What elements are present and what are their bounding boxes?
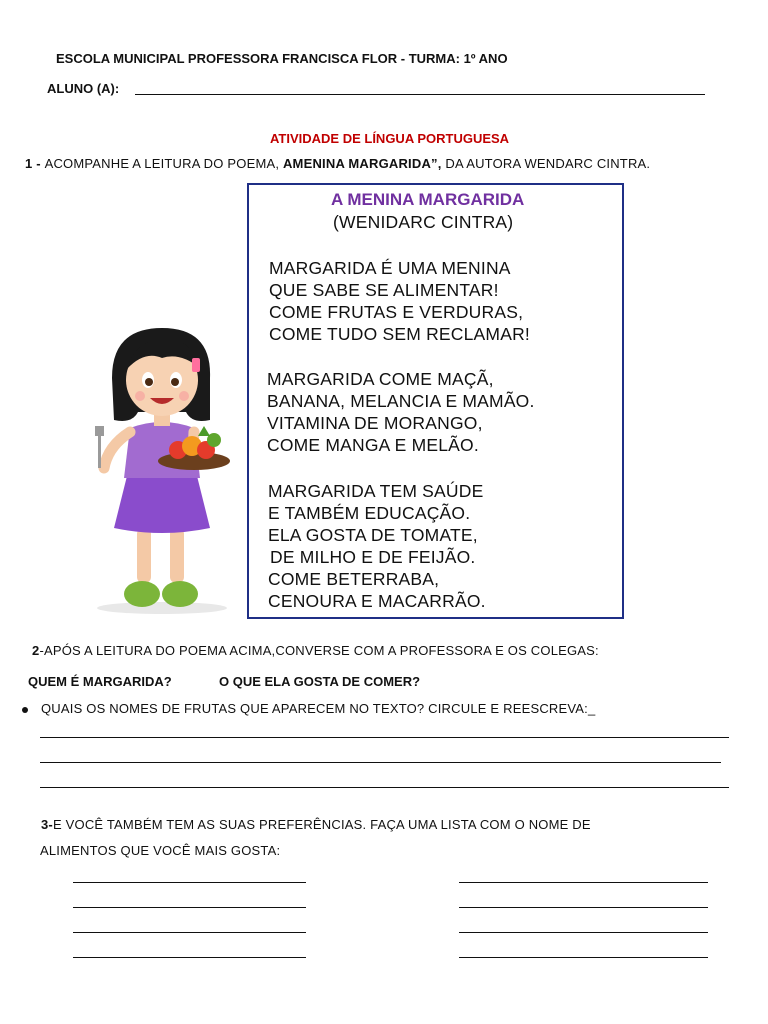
poem-line: COME FRUTAS E VERDURAS, [269, 302, 524, 322]
poem-line: MARGARIDA TEM SAÚDE [268, 481, 484, 501]
bullet-question: QUAIS OS NOMES DE FRUTAS QUE APARECEM NO TEXTO? CIRCULE E REESCREVA:_ [41, 701, 596, 716]
list-line-right[interactable] [459, 882, 708, 883]
poem-line: DE MILHO E DE FEIJÃO. [270, 547, 476, 567]
student-label: ALUNO (A): [47, 81, 120, 96]
question-1-number: 1 - [25, 156, 45, 171]
list-line-left[interactable] [73, 932, 306, 933]
prompt-who-is-margarida: QUEM É MARGARIDA? [28, 674, 172, 689]
poem-line: E TAMBÉM EDUCAÇÃO. [268, 503, 471, 523]
list-line-left[interactable] [73, 957, 306, 958]
poem-line: BANANA, MELANCIA E MAMÃO. [267, 391, 535, 411]
poem-line: COME MANGA E MELÃO. [267, 435, 479, 455]
list-line-right[interactable] [459, 932, 708, 933]
question-2-text: -APÓS A LEITURA DO POEMA ACIMA,CONVERSE COM A PROFESSORA E OS COLEGAS: [39, 643, 599, 658]
poem-author: (WENIDARC CINTRA) [333, 212, 514, 232]
question-2 [32, 643, 599, 658]
question-3-text: E VOCÊ TAMBÉM TEM AS SUAS PREFERÊNCIAS. FAÇA UMA LISTA COM O NOME DE [52, 817, 591, 832]
girl-holding-fruit-plate-icon [82, 328, 242, 618]
list-line-left[interactable] [73, 882, 306, 883]
question-3-number: 3- [41, 817, 53, 832]
poem-line: MARGARIDA COME MAÇÃ, [267, 369, 494, 389]
answer-line[interactable] [40, 737, 729, 738]
poem-line: COME TUDO SEM RECLAMAR! [269, 324, 530, 344]
school-header: ESCOLA MUNICIPAL PROFESSORA FRANCISCA FLOR - TURMA: 1º ANO [56, 51, 508, 66]
question-1 [25, 156, 650, 171]
list-line-right[interactable] [459, 907, 708, 908]
question-1-text-b: DA AUTORA WENDARC CINTRA. [441, 156, 651, 171]
question-3-line-1 [41, 817, 591, 832]
prompt-what-she-likes: O QUE ELA GOSTA DE COMER? [219, 674, 421, 689]
poem-line: ELA GOSTA DE TOMATE, [268, 525, 478, 545]
activity-title: ATIVIDADE DE LÍNGUA PORTUGUESA [270, 131, 510, 146]
bullet-icon [22, 707, 28, 713]
student-name-line[interactable] [135, 94, 705, 95]
poem-line: QUE SABE SE ALIMENTAR! [269, 280, 499, 300]
list-line-left[interactable] [73, 907, 306, 908]
question-1-poem-title: AMENINA MARGARIDA”, [282, 156, 442, 171]
poem-line: COME BETERRABA, [268, 569, 440, 589]
poem-line: CENOURA E MACARRÃO. [268, 591, 486, 611]
poem-line: VITAMINA DE MORANGO, [267, 413, 483, 433]
answer-line[interactable] [40, 762, 721, 763]
question-2-number: 2 [32, 643, 40, 658]
question-3-line-2: ALIMENTOS QUE VOCÊ MAIS GOSTA: [40, 843, 281, 858]
answer-line[interactable] [40, 787, 729, 788]
list-line-right[interactable] [459, 957, 708, 958]
poem-line: MARGARIDA É UMA MENINA [269, 258, 511, 278]
poem-title: A MENINA MARGARIDA [331, 190, 525, 209]
question-1-text-a: ACOMPANHE A LEITURA DO POEMA, [44, 156, 283, 171]
